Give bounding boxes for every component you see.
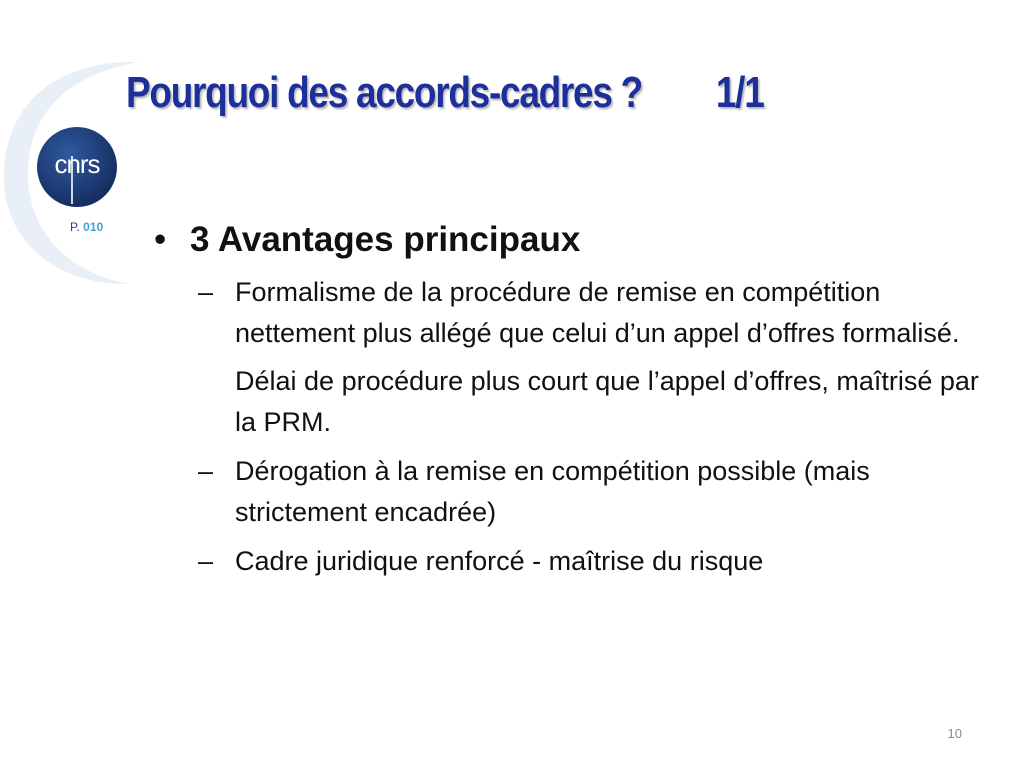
dash-marker: –: [198, 456, 214, 487]
slide-title-text: Pourquoi des accords-cadres ?: [126, 68, 642, 117]
sub-item-cadre: [152, 541, 982, 582]
cnrs-logo: [36, 126, 118, 208]
sub-item-text: Cadre juridique renforcé - maîtrise du risque: [235, 546, 764, 577]
page-code-prefix: P.: [70, 220, 80, 234]
sub-item-text: Formalisme de la procédure de remise en compétition nettement plus allégé que celui d’un appel d’offres formalisé.: [235, 277, 960, 349]
main-bullet: [152, 220, 982, 260]
slide-number: 10: [947, 726, 962, 741]
svg-text:cnrs: cnrs: [54, 149, 100, 179]
main-bullet-text: 3 Avantages principaux: [190, 220, 581, 259]
dash-marker: –: [198, 546, 214, 577]
page-code-number: 010: [83, 220, 104, 234]
sub-item-formalisme: [152, 272, 982, 354]
slide-content: [152, 220, 982, 582]
bullet-dot: •: [154, 220, 167, 259]
sub-item-text: Dérogation à la remise en compétition possible (mais strictement encadrée): [235, 456, 870, 528]
sub-item-text: Délai de procédure plus court que l’appel d’offres, maîtrisé par la PRM.: [235, 366, 979, 438]
dash-marker: –: [198, 277, 214, 308]
sub-item-delai: [152, 361, 982, 443]
page-code: [70, 220, 103, 234]
sub-item-derogation: [152, 451, 982, 533]
slide-page-fraction: 1/1: [715, 68, 764, 117]
slide-title: [126, 68, 763, 118]
